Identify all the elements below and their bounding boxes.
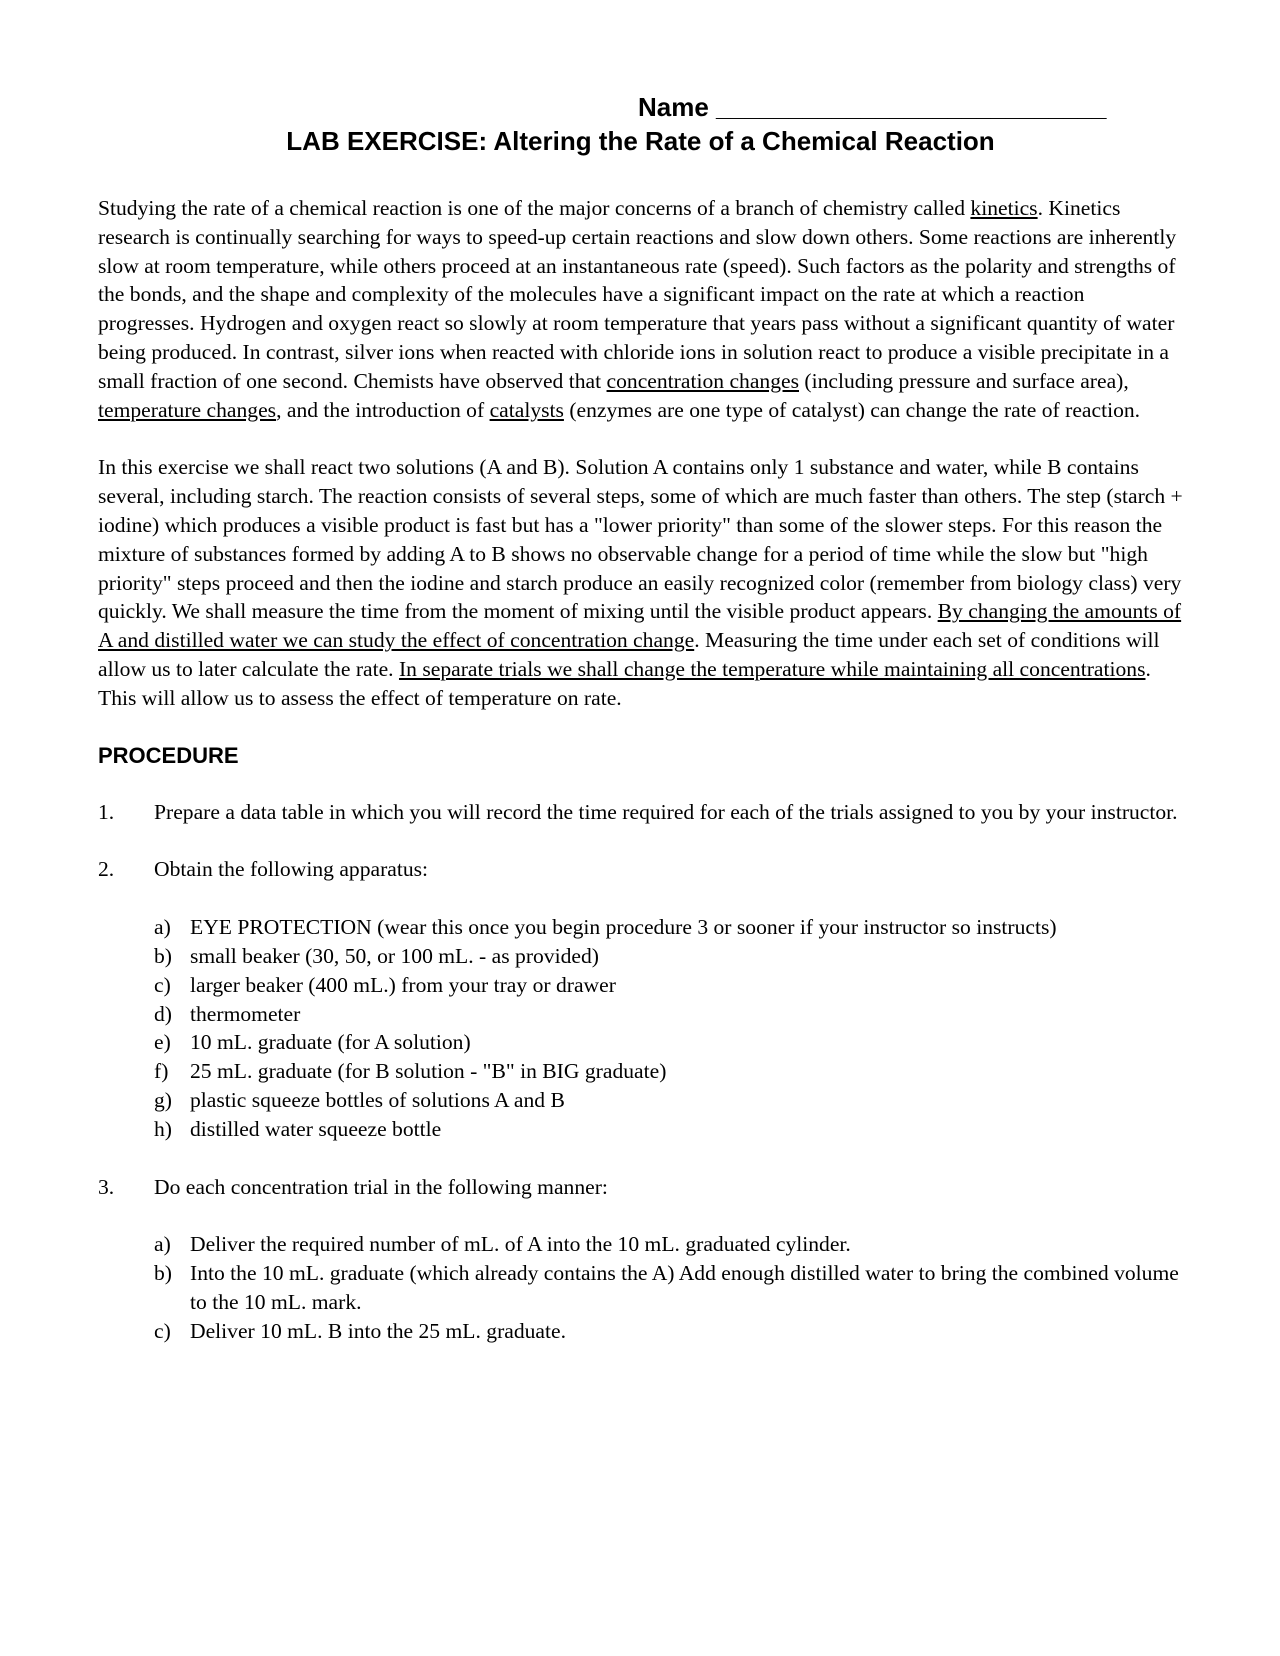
emphasis-concentration-study: By changing the amounts of A and distilled water we can study the effect of concentration change: [98, 599, 1182, 653]
item-letter: g): [154, 1087, 172, 1112]
item-text: thermometer: [190, 1001, 301, 1026]
text-run: (including pressure and surface area),: [799, 368, 1129, 393]
item-letter: a): [154, 1232, 171, 1257]
step-text: Do each concentration trial in the following manner:: [154, 1174, 608, 1199]
item-letter: d): [154, 1001, 172, 1026]
item-letter: f): [154, 1059, 169, 1084]
list-item: [154, 913, 1183, 942]
item-text: EYE PROTECTION (wear this once you begin procedure 3 or sooner if your instructor so instructs): [190, 915, 1057, 940]
item-letter: e): [154, 1030, 171, 1055]
step-text: Prepare a data table in which you will record the time required for each of the trials assigned to you by your instructor.: [154, 799, 1178, 824]
item-text: Deliver 10 mL. B into the 25 mL. graduate.: [190, 1318, 567, 1343]
list-item: [154, 942, 1183, 971]
list-item: [154, 1115, 1183, 1144]
term-catalysts: catalysts: [489, 397, 564, 422]
term-temperature-changes: temperature changes: [98, 397, 277, 422]
text-run: (enzymes are one type of catalyst) can change the rate of reaction.: [563, 397, 1141, 422]
item-letter: b): [154, 1261, 172, 1286]
item-text: Deliver the required number of mL. of A into the 10 mL. graduated cylinder.: [190, 1232, 851, 1257]
name-field-line[interactable]: Name ___________________________: [638, 92, 1107, 122]
item-text: Into the 10 mL. graduate (which already contains the A) Add enough distilled water to bring the combined volume to the 10 mL. mark.: [190, 1261, 1179, 1314]
list-item: [154, 1057, 1183, 1086]
list-item: [154, 1230, 1183, 1259]
document-title: LAB EXERCISE: Altering the Rate of a Chemical Reaction: [286, 126, 995, 156]
text-run: , and the introduction of: [276, 397, 490, 422]
emphasis-temperature-study: In separate trials we shall change the temperature while maintaining all concentrations: [398, 656, 1146, 681]
text-run: . This will allow us to assess the effect of temperature on rate.: [98, 656, 1151, 710]
procedure-step: [98, 798, 1183, 827]
procedure-heading: PROCEDURE: [98, 742, 239, 768]
item-letter: h): [154, 1116, 172, 1141]
intro-paragraph-kinetics: [98, 194, 1183, 424]
step-text: Obtain the following apparatus:: [154, 857, 429, 882]
item-letter: c): [154, 972, 171, 997]
intro-paragraph-exercise: [98, 453, 1183, 712]
list-item: [154, 1317, 1183, 1346]
step-number: 3.: [98, 1174, 115, 1199]
item-letter: b): [154, 943, 172, 968]
step-number: 1.: [98, 799, 115, 824]
text-run: . Measuring the time under each set of conditions will allow us to later calculate the rate.: [98, 628, 1160, 681]
item-letter: c): [154, 1318, 171, 1343]
apparatus-list: [154, 913, 1183, 1143]
text-run: In this exercise we shall react two solutions (A and B). Solution A contains only 1 substance and water, while B contains several, including starch. The reaction consists of several steps, some of which are much faster than others. The step (starch + iodine) which produces a visible product is fast but has a "lower priority" than some of the slower steps. For this reason the mixture of substances formed by adding A to B shows no observable change for a period of time while the slow but "high priority" steps proceed and then the iodine and starch produce an easily recognized color (remember from biology class) very quickly. We shall measure the time from the moment of mixing until the visible product appears.: [98, 455, 1183, 624]
procedure-step: [98, 1173, 1183, 1202]
item-text: 25 mL. graduate (for B solution - "B" in BIG graduate): [190, 1059, 667, 1084]
trial-steps-list: [154, 1230, 1183, 1345]
term-concentration-changes: concentration changes: [606, 368, 799, 393]
procedure-step: [98, 855, 1183, 884]
list-item: [154, 1086, 1183, 1115]
list-item: [154, 1000, 1183, 1029]
list-item: [154, 1028, 1183, 1057]
item-letter: a): [154, 915, 171, 940]
text-run: . Kinetics research is continually searching for ways to speed-up certain reactions and slow down others. Some reactions are inherently slow at room temperature, while others proceed at an instantaneous rate (speed). Such factors as the polarity and strengths of the bonds, and the shape and complexity of the molecules have a significant impact on the rate at which a reaction progresses. Hydrogen and oxygen react so slowly at room temperature that years pass without a significant quantity of water being produced. In contrast, silver ions when reacted with chloride ions in solution react to produce a visible precipitate in a small fraction of one second. Chemists have observed that: [98, 196, 1177, 393]
item-text: 10 mL. graduate (for A solution): [190, 1030, 471, 1055]
item-text: small beaker (30, 50, or 100 mL. - as provided): [190, 943, 599, 968]
item-text: larger beaker (400 mL.) from your tray or drawer: [190, 972, 616, 997]
item-text: distilled water squeeze bottle: [190, 1116, 442, 1141]
step-number: 2.: [98, 857, 115, 882]
list-item: [154, 971, 1183, 1000]
list-item: [154, 1259, 1183, 1317]
text-run: Studying the rate of a chemical reaction is one of the major concerns of a branch of chemistry called: [98, 196, 971, 220]
item-text: plastic squeeze bottles of solutions A and B: [190, 1087, 565, 1112]
term-kinetics: kinetics: [970, 196, 1038, 220]
document-page: [98, 90, 1183, 1375]
